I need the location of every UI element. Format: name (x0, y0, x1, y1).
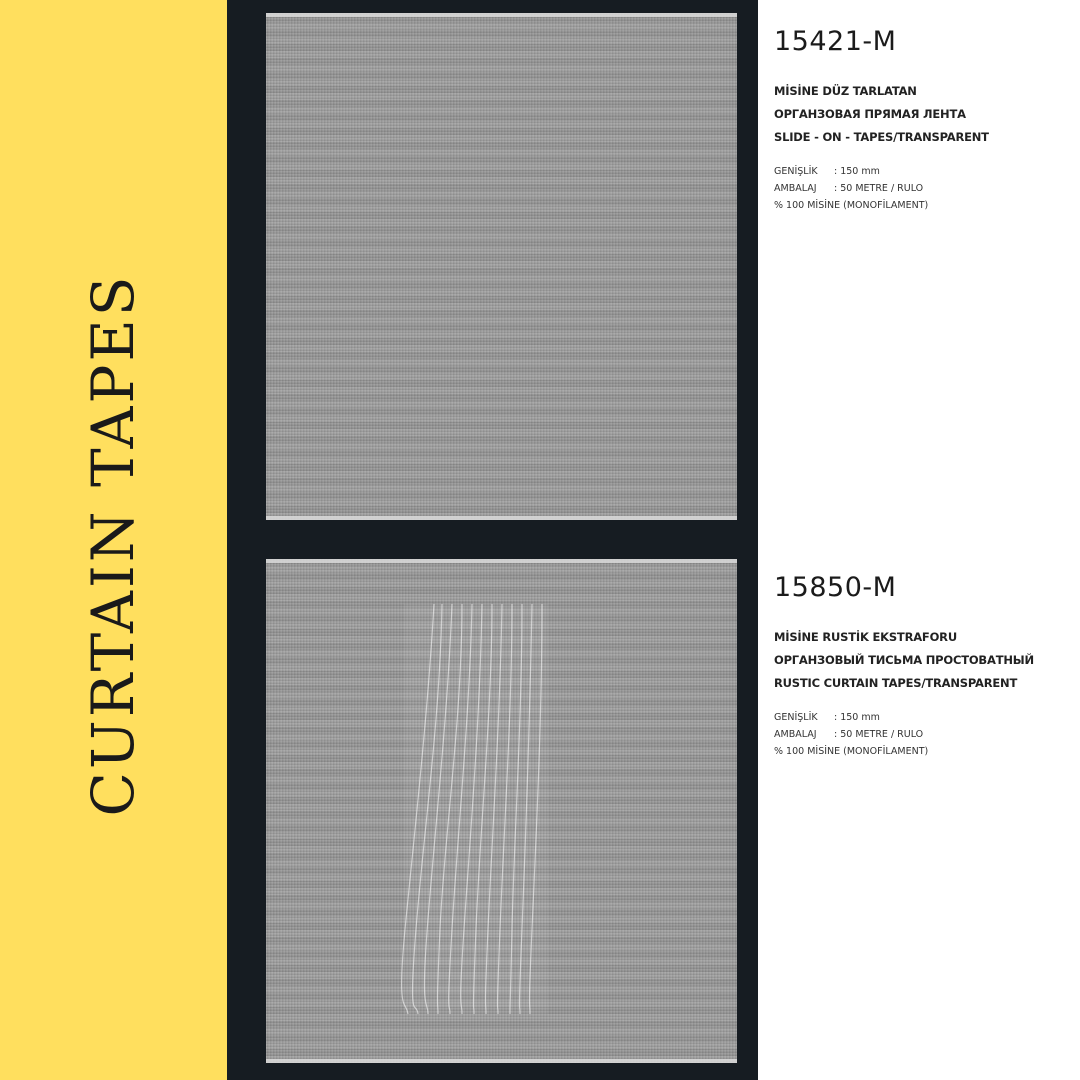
product-name-tr: MİSİNE DÜZ TARLATAN (774, 84, 917, 98)
spec-width-label: GENİŞLİK (774, 166, 818, 177)
spec-package-label: AMBALAJ (774, 729, 817, 740)
spec-material: % 100 MİSİNE (MONOFİLAMENT) (774, 200, 929, 211)
tape-bottom-edge (266, 516, 737, 520)
spec-material: % 100 MİSİNE (MONOFİLAMENT) (774, 746, 929, 757)
side-title: CURTAIN TAPES (79, 273, 147, 817)
product-code: 15850-M (774, 572, 897, 603)
product-code: 15421-M (774, 26, 897, 57)
spec-width-value: : 150 mm (834, 166, 880, 177)
spec-package-value: : 50 METRE / RULO (834, 729, 924, 740)
spec-package (774, 180, 1074, 197)
product-image-15421 (266, 13, 737, 520)
spec-width-label: GENİŞLİK (774, 712, 818, 723)
product-specs (774, 709, 1074, 760)
spec-width (774, 709, 1074, 726)
spec-width-value: : 150 mm (834, 712, 880, 723)
pleat-cords-graphic (266, 559, 737, 1063)
product-info-15421 (774, 26, 1074, 214)
spec-package-label: AMBALAJ (774, 183, 817, 194)
spec-package (774, 726, 1074, 743)
product-specs (774, 163, 1074, 214)
spec-width (774, 163, 1074, 180)
yellow-side-band (0, 0, 227, 1080)
product-name-ru: ОРГАНЗОВАЯ ПРЯМАЯ ЛЕНТА (774, 107, 966, 121)
product-name-en: RUSTIC CURTAIN TAPES/TRANSPARENT (774, 676, 1018, 690)
product-info-15850 (774, 572, 1074, 760)
spec-package-value: : 50 METRE / RULO (834, 183, 924, 194)
product-name-en: SLIDE - ON - TAPES/TRANSPARENT (774, 130, 989, 144)
tape-top-edge (266, 13, 737, 17)
product-name-tr: MİSİNE RUSTİK EKSTRAFORU (774, 630, 957, 644)
product-name-ru: ОРГАНЗОВЫЙ ТИСЬМА ПРОСТОВАТНЫЙ (774, 653, 1034, 667)
product-image-15850 (266, 559, 737, 1063)
